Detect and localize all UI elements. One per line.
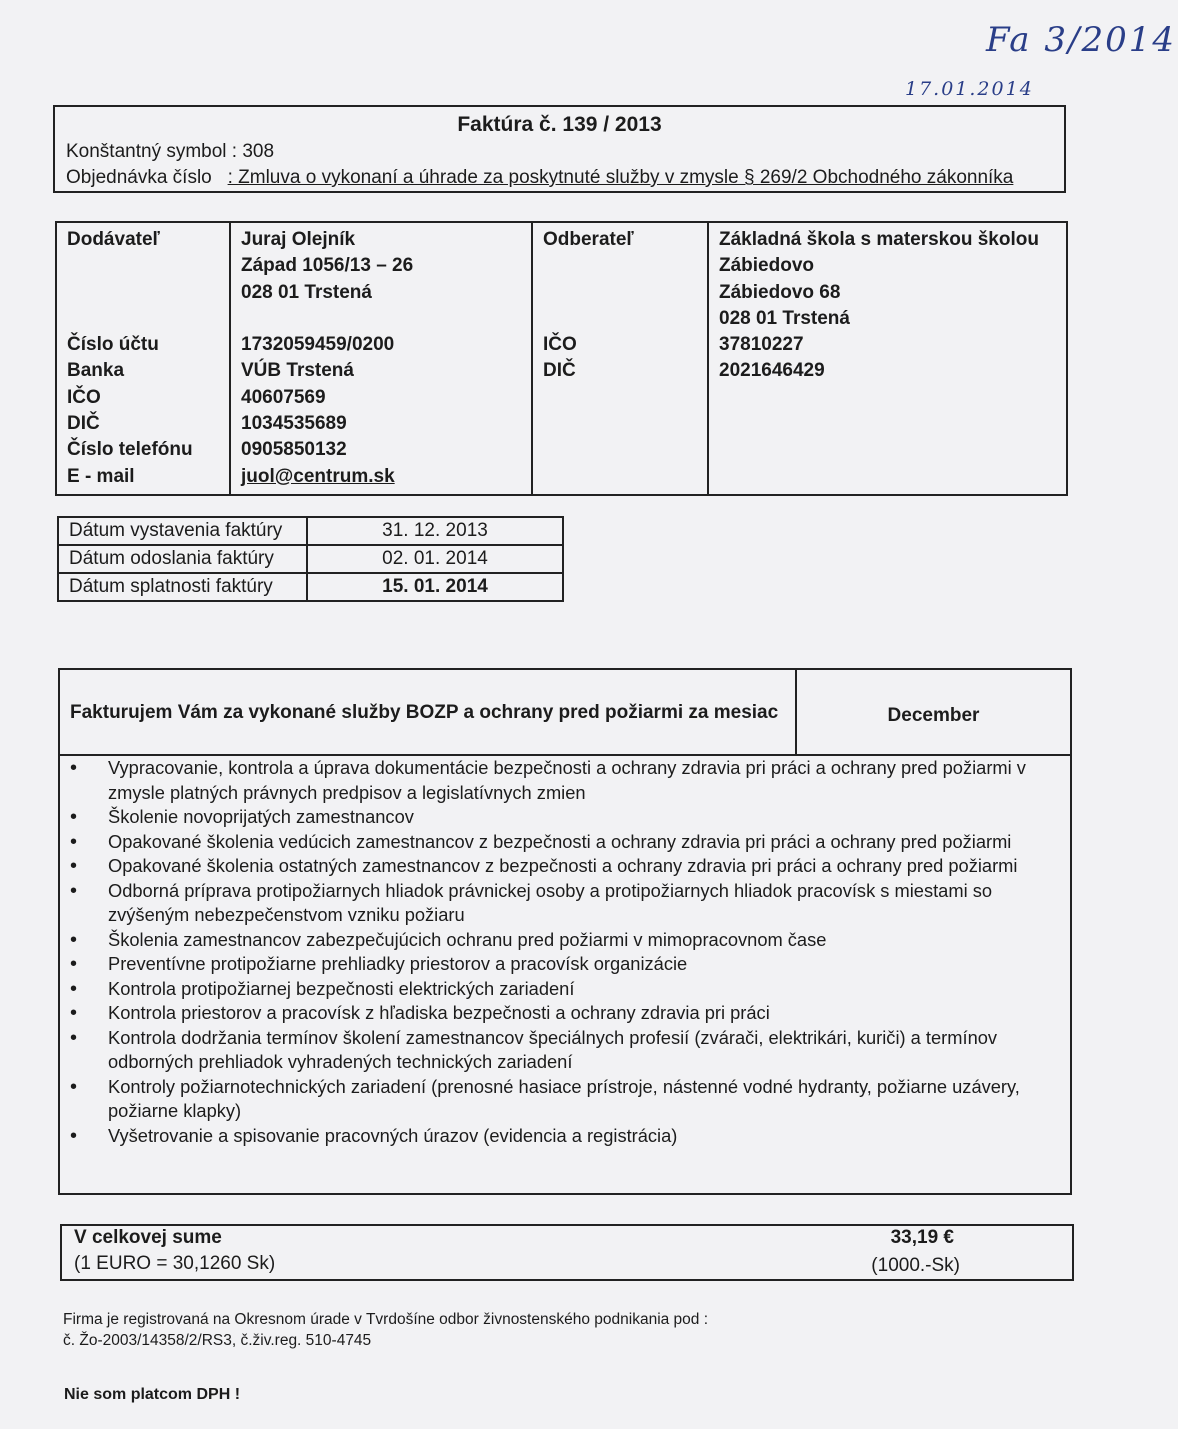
- supplier-city: 028 01 Trstená: [241, 281, 372, 303]
- list-item: • Preventívne protipožiarne prehliadky priestorov a pracovísk organizácie: [60, 952, 1070, 977]
- total-box: [60, 1224, 1074, 1281]
- registration-line-2: č. Žo-2003/14358/2/RS3, č.živ.reg. 510-4745: [63, 1332, 372, 1349]
- list-item: • Opakované školenia ostatných zamestnancov z bezpečnosti a ochrany zdravia pri práci a ochrany pred požiarmi: [60, 854, 1070, 879]
- list-item: • Odborná príprava protipožiarnych hliadok právnickej osoby a protipožiarnych hliadok pracovísk s miestami so zvýšeným nebezpečenstvom vzniku požiaru: [60, 879, 1070, 928]
- date-label: Dátum odoslania faktúry: [58, 545, 307, 573]
- supplier-labels: [56, 222, 230, 495]
- customer-name-2: Zábiedovo: [719, 255, 815, 277]
- customer-name: Základná škola s materskou školou: [719, 229, 1039, 250]
- order-value: : Zmluva o vykonaní a úhrade za poskytnuté služby v zmysle § 269/2 Obchodného zákonníka: [227, 167, 1014, 188]
- supplier-field-label: DIČ: [67, 413, 100, 435]
- total-label: V celkovej sume: [74, 1227, 222, 1248]
- services-list: [60, 756, 1070, 1148]
- supplier-phone: 0905850132: [241, 439, 347, 461]
- date-value: 02. 01. 2014: [307, 545, 563, 573]
- handwritten-date: 17.01.2014: [905, 78, 1034, 100]
- handwritten-invoice-number: Fa 3/2014: [986, 20, 1176, 60]
- date-value: 31. 12. 2013: [307, 517, 563, 545]
- supplier-dic: 1034535689: [241, 413, 347, 435]
- customer-ico: 37810227: [719, 334, 804, 356]
- total-amount-sk: (1000.-Sk): [871, 1255, 960, 1276]
- invoice-title: Faktúra č. 139 / 2013: [457, 113, 662, 136]
- due-date-value: 15. 01. 2014: [307, 573, 563, 601]
- supplier-name: Juraj Olejník: [241, 229, 356, 250]
- parties-table: [55, 221, 1068, 496]
- list-item: • Školenie novoprijatých zamestnancov: [60, 805, 1070, 830]
- supplier-street: Západ 1056/13 – 26: [241, 255, 414, 277]
- supplier-email-link[interactable]: juol@centrum.sk: [241, 465, 395, 487]
- services-box: [58, 668, 1072, 1195]
- order-label: Objednávka číslo: [66, 167, 212, 188]
- list-item: • Vypracovanie, kontrola a úprava dokumentácie bezpečnosti a ochrany zdravia pri práci a ochrany pred požiarmi v zmysle platných právnych predpisov a legislatívnych zmien: [60, 756, 1070, 805]
- date-label: Dátum vystavenia faktúry: [58, 517, 307, 545]
- exchange-rate: (1 EURO = 30,1260 Sk): [74, 1253, 276, 1274]
- customer-label: Odberateľ: [543, 229, 634, 250]
- vat-note: Nie som platcom DPH !: [64, 1386, 241, 1403]
- supplier-field-label: Číslo účtu: [67, 334, 159, 356]
- supplier-values: [230, 222, 532, 495]
- supplier-field-label: Číslo telefónu: [67, 439, 193, 461]
- billing-month: December: [887, 705, 980, 726]
- list-item: • Opakované školenia vedúcich zamestnancov z bezpečnosti a ochrany zdravia pri práci a ochrany pred požiarmi: [60, 830, 1070, 855]
- supplier-label: Dodávateľ: [67, 229, 160, 250]
- customer-labels: [532, 222, 708, 495]
- services-heading: Fakturujem Vám za vykonané služby BOZP a ochrany pred požiarmi za mesiac: [70, 702, 779, 723]
- list-item: • Školenia zamestnancov zabezpečujúcich ochranu pred požiarmi v mimopracovnom čase: [60, 928, 1070, 953]
- total-amount-eur: 33,19 €: [890, 1227, 954, 1248]
- dates-table: [57, 516, 564, 602]
- order-number: [66, 167, 1013, 189]
- registration-line-1: Firma je registrovaná na Okresnom úrade v Tvrdošíne odbor živnostenského podnikania pod :: [63, 1311, 709, 1328]
- date-row: [58, 573, 563, 601]
- customer-values: [708, 222, 1067, 495]
- constant-symbol: Konštantný symbol : 308: [66, 141, 275, 162]
- list-item: • Kontrola priestorov a pracovísk z hľadiska bezpečnosti a ochrany zdravia pri práci: [60, 1001, 1070, 1026]
- supplier-ico: 40607569: [241, 386, 326, 408]
- customer-city: 028 01 Trstená: [719, 307, 850, 329]
- supplier-field-label: Banka: [67, 360, 125, 382]
- list-item: • Kontrola protipožiarnej bezpečnosti elektrických zariadení: [60, 977, 1070, 1002]
- date-row: [58, 517, 563, 545]
- services-header: [60, 670, 1070, 756]
- invoice-header: [53, 105, 1066, 193]
- supplier-account: 1732059459/0200: [241, 334, 395, 356]
- list-item: • Vyšetrovanie a spisovanie pracovných úrazov (evidencia a registrácia): [60, 1124, 1070, 1149]
- date-label: Dátum splatnosti faktúry: [58, 573, 307, 601]
- supplier-bank: VÚB Trstená: [241, 360, 354, 382]
- supplier-field-label: IČO: [67, 386, 101, 408]
- customer-field-label: IČO: [543, 334, 577, 356]
- list-item: • Kontrola dodržania termínov školení zamestnancov špeciálnych profesií (zvárači, elektrikári, kuriči) a termínov odborných prehliadok vyhradených technických zariadení: [60, 1026, 1070, 1075]
- customer-field-label: DIČ: [543, 360, 576, 382]
- supplier-field-label: E - mail: [67, 465, 135, 487]
- date-row: [58, 545, 563, 573]
- customer-dic: 2021646429: [719, 360, 825, 382]
- list-item: • Kontroly požiarnotechnických zariadení (prenosné hasiace prístroje, nástenné vodné hydranty, požiarne uzávery, požiarne klapky): [60, 1075, 1070, 1124]
- customer-street: Zábiedovo 68: [719, 281, 841, 303]
